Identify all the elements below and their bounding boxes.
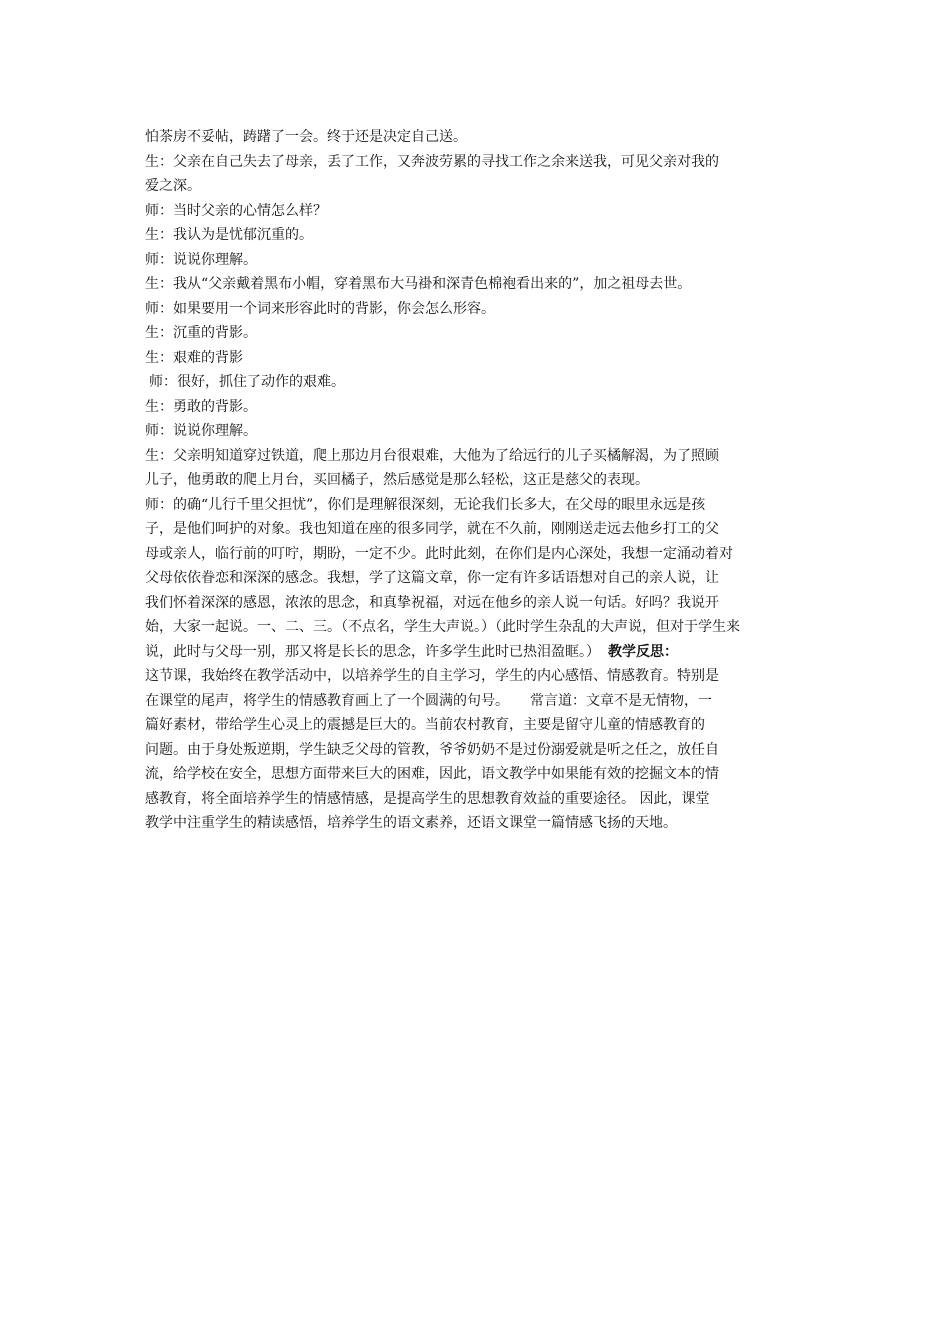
text-line: 生：父亲明知道穿过铁道，爬上那边月台很艰难，大他为了给远行的儿子买橘解渴，为了照顾 (145, 447, 719, 464)
text-line: 儿子，他勇敢的爬上月台，买回橘子，然后感觉是那么轻松，这正是慈父的表现。 (145, 472, 649, 488)
reflection-line: 流，给学校在安全，思想方面带来巨大的困难，因此，语文教学中如果能有效的挖掘文本的情 (145, 766, 719, 782)
document-body (145, 125, 810, 836)
text-line: 爱之深。 (145, 178, 201, 194)
teacher-paragraph-line: 我们怀着深深的感恩，浓浓的思念，和真挚祝福，对远在他乡的亲人说一句话。好吗？我说开 (145, 594, 719, 611)
teacher-paragraph-last-line (145, 640, 810, 665)
text-line: 师：说说你理解。 (145, 423, 257, 439)
teacher-paragraph-line: 说，此时与父母一别，那又将是长长的思念，许多学生此时已热泪盈眶。） (145, 643, 600, 660)
teacher-paragraph-line: 始，大家一起说。一、二、三。（不点名，学生大声说。）（此时学生杂乱的大声说，但对于学生来 (145, 619, 740, 635)
reflection-line: 篇好素材，带给学生心灵上的震撼是巨大的。当前农村教育，主要是留守儿童的情感教育的 (145, 717, 705, 733)
text-line: 生：我认为是忧郁沉重的。 (145, 227, 313, 243)
text-line: 师：当时父亲的心情怎么样？ (145, 202, 327, 219)
text-line: 生：艰难的背影 (145, 349, 243, 366)
text-line: 师：很好，抓住了动作的艰难。 (149, 374, 345, 390)
reflection-line: 问题。由于身处叛逆期，学生缺乏父母的管教，爷爷奶奶不是过份溺爱就是听之任之，放任自 (145, 741, 719, 758)
teacher-paragraph-line: 母或亲人，临行前的叮咛，期盼，一定不少。此时此刻，在你们是内心深处，我想一定涌动着对 (145, 545, 733, 562)
teacher-paragraph-line: 师：的确“儿行千里父担忧”，你们是理解很深刻，无论我们长多大，在父母的眼里永远是孩 (145, 496, 706, 513)
text-line: 生：勇敢的背影。 (145, 398, 257, 415)
teacher-paragraph-line: 父母依依眷恋和深深的感念。我想，学了这篇文章，你一定有许多话语想对自己的亲人说，让 (145, 570, 719, 586)
reflection-line: 教学中注重学生的精读感悟，培养学生的语文素养，还语文课堂一篇情感飞扬的天地。 (145, 815, 677, 831)
text-line: 生：父亲在自己失去了母亲，丢了工作，又奔波劳累的寻找工作之余来送我，可见父亲对我的 (145, 153, 719, 170)
text-line: 师：说说你理解。 (145, 251, 257, 268)
reflection-line: 在课堂的尾声，将学生的情感教育画上了一个圆满的句号。 常言道：文章不是无情物，一 (145, 692, 712, 709)
teacher-paragraph-line: 子，是他们呵护的对象。我也知道在座的很多同学，就在不久前，刚刚送走远去他乡打工的父 (145, 521, 719, 537)
text-line: 师：如果要用一个词来形容此时的背影，你会怎么形容。 (145, 300, 495, 317)
text-line: 生：沉重的背影。 (145, 325, 257, 341)
reflection-line: 这节课，我始终在教学活动中，以培养学生的自主学习，学生的内心感悟、情感教育。特别是 (145, 668, 719, 684)
reflection-line: 感教育，将全面培养学生的情感情感，是提高学生的思想教育效益的重要途径。 因此，课堂 (145, 790, 710, 807)
text-line: 生：我从“父亲戴着黑布小帽，穿着黑布大马褂和深青色棉袍看出来的”，加之祖母去世。 (145, 276, 692, 292)
text-line: 怕茶房不妥帖，踌躇了一会。终于还是决定自己送。 (145, 129, 467, 145)
reflection-heading: 教学反思： (608, 643, 678, 660)
